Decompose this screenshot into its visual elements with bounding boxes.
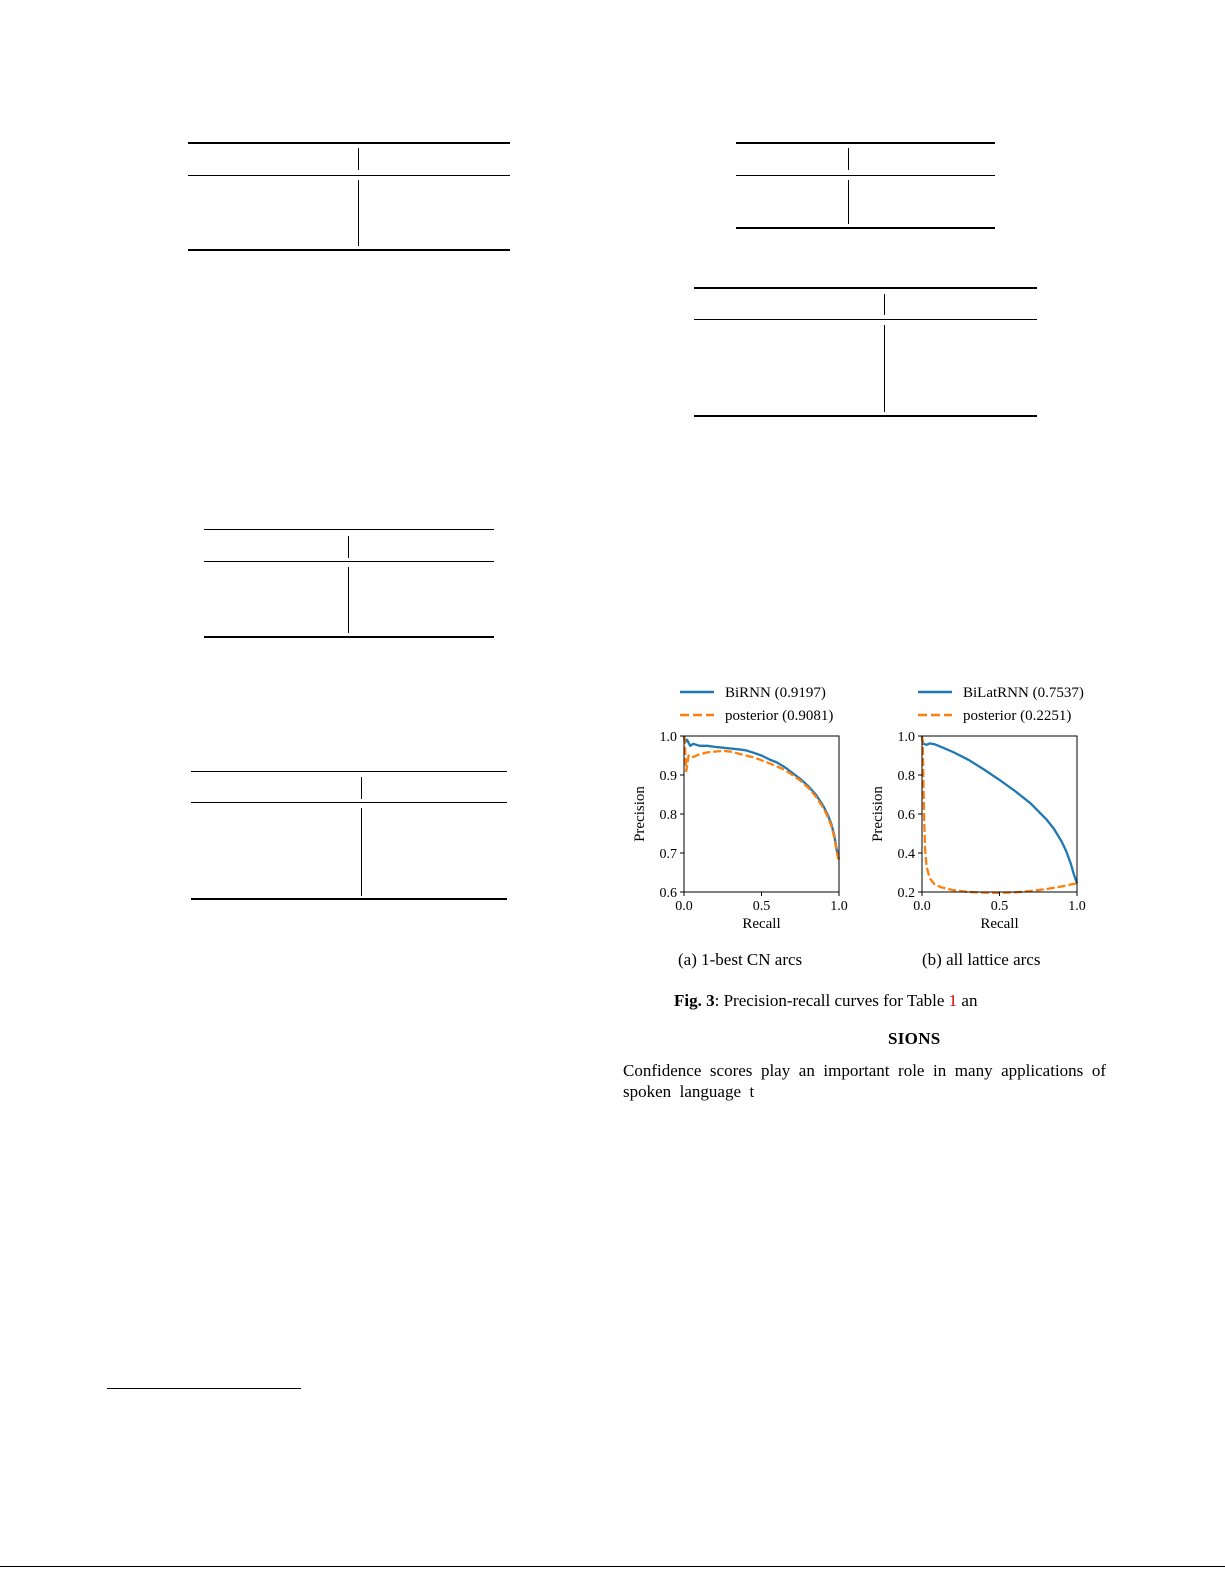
bottomrule	[188, 249, 510, 251]
column-divider	[848, 148, 849, 170]
x-axis-label: Recall	[742, 916, 781, 932]
paragraph-line-2: spoken language t	[623, 1082, 755, 1101]
column-divider	[361, 777, 362, 799]
section-heading: SIONS	[888, 1029, 941, 1048]
column-divider	[348, 567, 349, 633]
subcaption-a: (a) 1-best CN arcs	[678, 950, 803, 969]
paragraph-line-1: Confidence scores play an important role in many applications of	[623, 1061, 1106, 1080]
column-divider	[358, 180, 359, 246]
midrule	[188, 175, 510, 176]
legend-label: posterior (0.9081)	[725, 708, 834, 724]
toprule	[188, 142, 510, 144]
column-divider	[848, 180, 849, 224]
y-axis-label: Precision	[870, 786, 886, 842]
y-tick-label: 0.7	[659, 847, 677, 862]
y-tick-label: 1.0	[659, 730, 677, 745]
x-tick-label: 0.0	[913, 899, 931, 914]
column-divider	[884, 325, 885, 412]
midrule	[694, 319, 1037, 320]
toprule	[204, 529, 494, 530]
y-tick-label: 0.8	[659, 808, 677, 823]
column-divider	[358, 148, 359, 170]
y-tick-label: 0.4	[897, 847, 915, 862]
column-divider	[361, 808, 362, 896]
series-line	[922, 736, 1077, 893]
legend-label: BiLatRNN (0.7537)	[963, 685, 1084, 701]
bottomrule	[191, 898, 507, 900]
x-axis-label: Recall	[980, 916, 1019, 932]
y-axis-label: Precision	[632, 786, 648, 842]
x-tick-label: 1.0	[830, 899, 848, 914]
y-tick-label: 0.8	[897, 769, 915, 784]
y-tick-label: 0.2	[897, 886, 915, 901]
table-reference-link[interactable]: 1	[948, 991, 958, 1010]
subcaption-b: (b) all lattice arcs	[922, 950, 1041, 969]
y-tick-label: 0.6	[659, 886, 677, 901]
bottomrule	[694, 415, 1037, 417]
x-tick-label: 0.5	[990, 899, 1009, 914]
figure-label: Fig. 3	[674, 991, 715, 1010]
figure-caption-tail: an	[957, 991, 978, 1010]
chart-b-all-lattice-arcs	[866, 676, 1106, 936]
x-tick-label: 0.0	[675, 899, 693, 914]
plot-frame	[922, 736, 1077, 892]
legend-label: BiRNN (0.9197)	[725, 685, 826, 701]
page-bottom-border	[0, 1566, 1225, 1567]
toprule	[191, 771, 507, 772]
footnote-rule	[107, 1388, 301, 1389]
y-tick-label: 1.0	[897, 730, 915, 745]
y-tick-label: 0.6	[897, 808, 915, 823]
column-divider	[348, 536, 349, 558]
figure-caption	[674, 991, 977, 1011]
bottomrule	[204, 636, 494, 638]
toprule	[736, 142, 995, 144]
series-line	[922, 738, 1077, 883]
midrule	[736, 175, 995, 176]
legend-label: posterior (0.2251)	[963, 708, 1072, 724]
midrule	[204, 561, 494, 562]
x-tick-label: 0.5	[752, 899, 771, 914]
x-tick-label: 1.0	[1068, 899, 1086, 914]
bottomrule	[736, 227, 995, 229]
body-paragraph	[623, 1060, 1106, 1102]
column-divider	[884, 294, 885, 315]
figure-caption-text: : Precision-recall curves for Table	[714, 991, 949, 1010]
midrule	[191, 802, 507, 803]
toprule	[694, 287, 1037, 289]
chart-a-1-best-cn-arcs	[628, 676, 868, 936]
y-tick-label: 0.9	[659, 769, 677, 784]
